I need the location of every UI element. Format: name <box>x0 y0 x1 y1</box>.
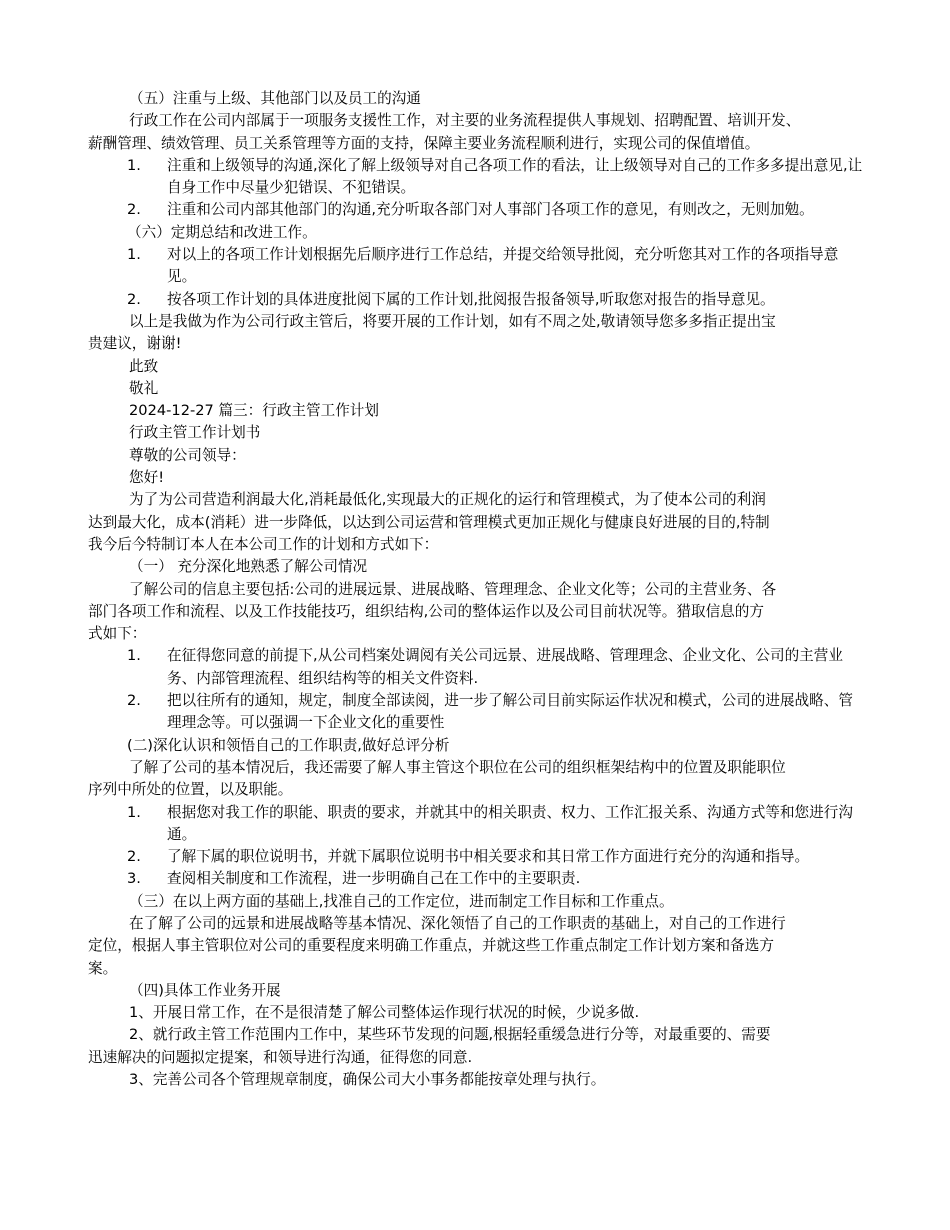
list-item <box>0 155 950 200</box>
list-text: 在征得您同意的前提下,从公司档案处调阅有关公司远景、进展战略、管理理念、企业文化、公司的主营业务、内部管理流程、组织结构等的相关文件资料. <box>167 647 843 687</box>
list-text: 注重和公司内部其他部门的沟通,充分听取各部门对人事部门各项工作的意见，有则改之，无则加勉。 <box>167 201 814 219</box>
closing-jingli: 敬礼 <box>129 379 159 397</box>
list-number: 1. <box>127 156 141 174</box>
plan-title: 行政主管工作计划书 <box>129 424 261 442</box>
paragraph-line: 达到最大化，成本(消耗）进一步降低，以达到公司运营和管理模式更加正规化与健康良好进展的目的,特制 <box>88 513 770 531</box>
paragraph-line: 式如下： <box>88 625 147 643</box>
section-heading: （六）定期总结和改进工作。 <box>127 223 317 241</box>
list-text: 查阅相关制度和工作流程，进一步明确自己在工作中的主要职责. <box>167 870 581 888</box>
list-number: 2. <box>127 692 141 710</box>
list-item <box>0 199 950 221</box>
paragraph-line: 了解公司的信息主要包括:公司的进展远景、进展战略、管理理念、企业文化等；公司的主营业务、各 <box>129 580 777 598</box>
paragraph-line: 定位，根据人事主管职位对公司的重要程度来明确工作重点，并就这些工作重点制定工作计划方案和备选方 <box>88 937 774 955</box>
list-number: 2. <box>127 201 141 219</box>
list-item <box>0 289 950 311</box>
paragraph-line: 序列中所处的位置，以及职能。 <box>88 781 293 799</box>
salutation: 尊敬的公司领导： <box>129 446 246 464</box>
section-heading: （五）注重与上级、其他部门以及员工的沟通 <box>129 90 421 107</box>
list-number: 2. <box>127 290 141 308</box>
paragraph-line: 2、就行政主管工作范围内工作中，某些环节发现的问题,根据轻重缓急进行分等，对最重要的、需要 <box>129 1026 771 1044</box>
paragraph-line: 3、完善公司各个管理规章制度，确保公司大小事务都能按章处理与执行。 <box>129 1071 606 1089</box>
list-item <box>0 868 950 890</box>
list-number: 1. <box>127 647 141 665</box>
list-number: 1. <box>127 246 141 264</box>
list-text: 把以往所有的通知，规定，制度全部读阅，进一步了解公司目前实际运作状况和模式，公司的进展战略、管理理念等。可以强调一下企业文化的重要性 <box>167 692 853 732</box>
paragraph-line: 行政工作在公司内部属于一项服务支援性工作，对主要的业务流程提供人事规划、招聘配置、培训开发、 <box>129 112 801 130</box>
list-number: 3. <box>127 870 141 888</box>
paragraph-line: 1、开展日常工作，在不是很清楚了解公司整体运作现行状况的时候，少说多做. <box>129 1004 640 1022</box>
section-heading: （三）在以上两方面的基础上,找准自己的工作定位，进而制定工作目标和工作重点。 <box>129 892 674 910</box>
list-text: 了解下属的职位说明书，并就下属职位说明书中相关要求和其日常工作方面进行充分的沟通和指导。 <box>167 848 810 866</box>
document-page <box>0 88 950 1091</box>
list-text: 对以上的各项工作计划根据先后顺序进行工作总结，并提交给领导批阅，充分听您其对工作的各项指导意见。 <box>167 246 839 286</box>
list-number: 2. <box>127 848 141 866</box>
paragraph-line: 在了解了公司的远景和进展战略等基本情况、深化领悟了自己的工作职责的基础上，对自己的工作进行 <box>129 914 786 932</box>
list-item <box>0 846 950 868</box>
greeting: 您好! <box>129 469 165 487</box>
paragraph-line: 我今后今特制订本人在本公司工作的计划和方式如下： <box>88 535 439 553</box>
paragraph-line: 贵建议，谢谢! <box>88 335 182 353</box>
closing-cizhi: 此致 <box>129 357 159 375</box>
paragraph-line: 迅速解决的问题拟定提案，和领导进行沟通，征得您的同意. <box>88 1048 473 1066</box>
paragraph-line: 薪酬管理、绩效管理、员工关系管理等方面的支持，保障主要业务流程顺利进行，实现公司的保值增值。 <box>88 134 760 152</box>
list-item <box>0 244 950 289</box>
paragraph-line: 为了为公司营造利润最大化,消耗最低化,实现最大的正规化的运行和管理模式，为了使本公司的利润 <box>129 491 766 509</box>
list-item <box>0 645 950 690</box>
date-title-line: 2024-12-27 篇三：行政主管工作计划 <box>129 402 379 420</box>
paragraph-line: 了解了公司的基本情况后，我还需要了解人事主管这个职位在公司的组织框架结构中的位置及职能职位 <box>129 758 786 776</box>
list-item <box>0 802 950 847</box>
paragraph-line: 部门各项工作和流程、以及工作技能技巧，组织结构,公司的整体运作以及公司目前状况等。猎取信息的方 <box>88 602 764 620</box>
list-text: 按各项工作计划的具体进度批阅下属的工作计划,批阅报告报备领导,听取您对报告的指导意见。 <box>167 290 775 308</box>
section-heading: (二)深化认识和领悟自己的工作职责,做好总评分析 <box>127 736 450 754</box>
section-heading: （四)具体工作业务开展 <box>129 981 281 999</box>
list-text: 根据您对我工作的职能、职责的要求，并就其中的相关职责、权力、工作汇报关系、沟通方式等和您进行沟通。 <box>167 803 853 843</box>
list-item <box>0 690 950 735</box>
list-number: 1. <box>127 803 141 821</box>
list-text: 注重和上级领导的沟通,深化了解上级领导对自己各项工作的看法，让上级领导对自己的工作多多提出意见,让自身工作中尽量少犯错误、不犯错误。 <box>167 156 863 197</box>
paragraph-line: 案。 <box>88 959 118 977</box>
section-heading: （一） 充分深化地熟悉了解公司情况 <box>129 558 368 576</box>
paragraph-line: 以上是我做为作为公司行政主管后，将要开展的工作计划，如有不周之处,敬请领导您多多指正提出宝 <box>129 312 776 330</box>
